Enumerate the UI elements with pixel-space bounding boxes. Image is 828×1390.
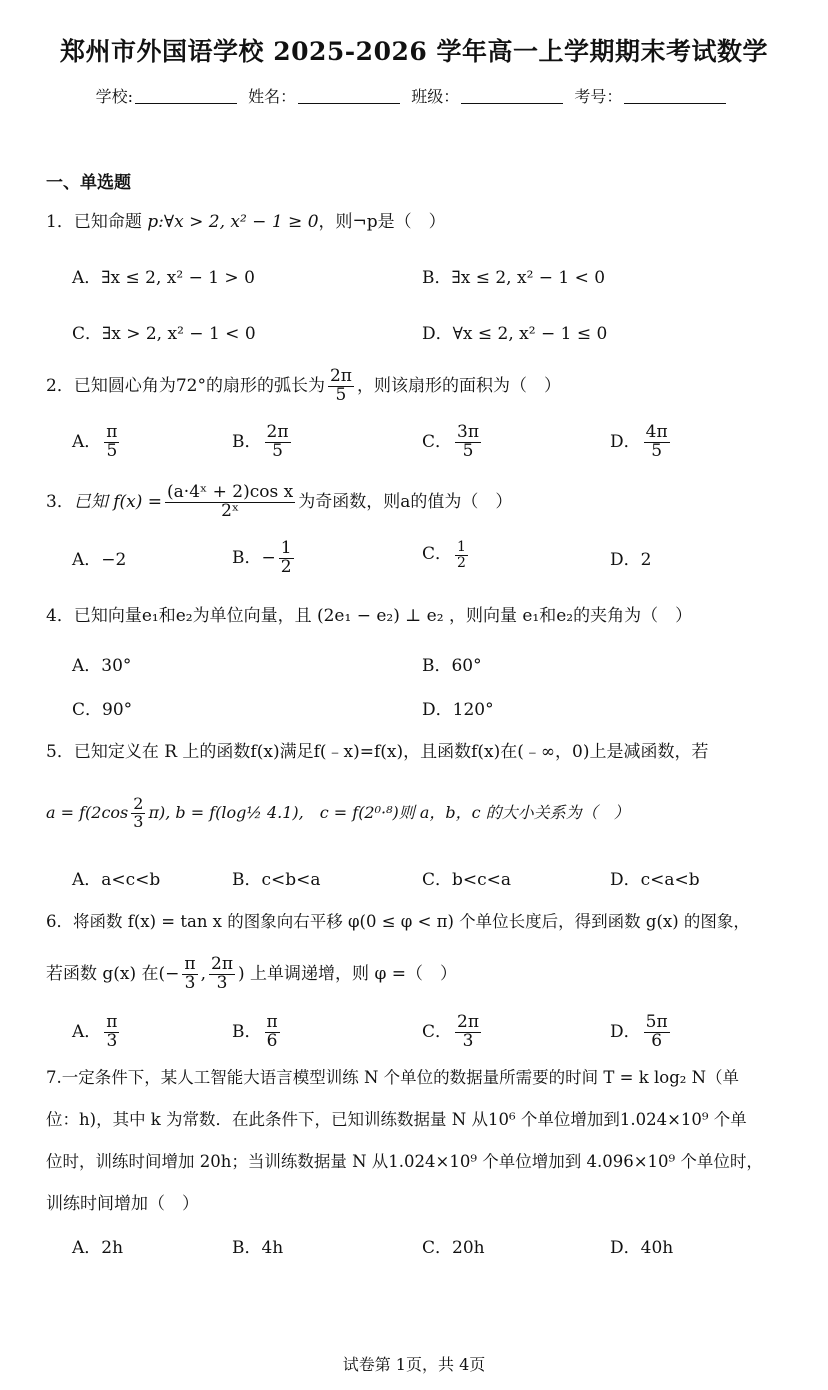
question-number: 5． bbox=[46, 742, 74, 762]
question-6-line-2 bbox=[46, 956, 796, 993]
question-text: ，则¬p是（ ） bbox=[318, 212, 446, 232]
q7-option-d: D．40h bbox=[610, 1238, 674, 1258]
denominator: 3 bbox=[106, 1030, 118, 1051]
numerator: π bbox=[106, 1012, 118, 1032]
question-7-line-2: 位：h)，其中 k 为常数．在此条件下，已知训练数据量 N 从10⁶ 个单位增加到1.024×10⁹ 个单 bbox=[46, 1110, 747, 1129]
q2-option-d bbox=[610, 424, 673, 461]
question-5-definitions bbox=[46, 796, 796, 831]
denominator: 5 bbox=[335, 384, 347, 405]
q5-option-b: B．c<b<a bbox=[232, 870, 321, 890]
question-3 bbox=[46, 484, 796, 521]
q5-option-c: C．b<c<a bbox=[422, 870, 512, 890]
q4-option-c: C．90° bbox=[72, 700, 133, 720]
option-label: B． bbox=[232, 431, 262, 452]
numerator: 2π bbox=[266, 422, 289, 442]
fraction bbox=[104, 424, 119, 461]
q1-option-b: B．∃x ≤ 2, x² − 1 < 0 bbox=[422, 268, 606, 288]
class-blank bbox=[461, 87, 563, 104]
question-7-line-1: 7.一定条件下，某人工智能大语言模型训练 N 个单位的数据量所需要的时间 T = k log₂ N（单 bbox=[46, 1068, 740, 1087]
denominator: 5 bbox=[272, 440, 283, 461]
exam-title: 郑州市外国语学校 2025-2026 学年高一上学期期末考试数学 bbox=[60, 37, 768, 66]
numerator: 5π bbox=[645, 1012, 668, 1032]
option-label: B． bbox=[232, 1021, 262, 1042]
question-text: ) 上单调递增，则 φ =（ ） bbox=[238, 963, 458, 984]
denominator: 2ˣ bbox=[221, 500, 240, 521]
option-label: C． bbox=[422, 1021, 453, 1042]
question-text: 已知命题 bbox=[73, 212, 148, 232]
fraction bbox=[455, 1014, 481, 1051]
denominator: 2 bbox=[457, 554, 466, 571]
fraction bbox=[131, 796, 145, 831]
question-text: 已知向量e₁和e₂为单位向量，且 (2e₁ − e₂) ⊥ e₂ ，则向量 e₁和e₂的夹角为（ ） bbox=[73, 606, 693, 626]
numerator: 1 bbox=[457, 539, 466, 555]
q4-option-a: A．30° bbox=[72, 656, 132, 676]
q3-option-b bbox=[232, 540, 297, 577]
name-blank bbox=[298, 87, 400, 104]
numerator: π bbox=[266, 1012, 278, 1032]
numerator: 2π bbox=[457, 1012, 480, 1032]
q1-option-a: A．∃x ≤ 2, x² − 1 > 0 bbox=[72, 268, 255, 288]
fraction bbox=[165, 484, 295, 521]
denominator: 5 bbox=[651, 440, 663, 461]
denominator: 6 bbox=[651, 1030, 663, 1051]
q1-option-c: C．∃x > 2, x² − 1 < 0 bbox=[72, 324, 256, 344]
numerator: π bbox=[106, 422, 118, 442]
class-label: 班级： bbox=[411, 87, 460, 106]
q3-option-c bbox=[422, 540, 471, 570]
question-4 bbox=[46, 604, 796, 628]
denominator: 6 bbox=[266, 1030, 278, 1051]
denominator: 5 bbox=[106, 440, 118, 461]
numerator: 2π bbox=[329, 366, 352, 386]
exam-number-blank bbox=[624, 87, 726, 104]
numerator: 4π bbox=[645, 422, 668, 442]
q5-option-a: A．a<c<b bbox=[72, 870, 161, 890]
question-7-line-3: 位时，训练时间增加 20h；当训练数据量 N 从1.024×10⁹ 个单位增加到 4.096×10⁹ 个单位时， bbox=[46, 1152, 763, 1171]
option-label: D． bbox=[610, 431, 641, 452]
fraction bbox=[455, 540, 468, 570]
section-heading: 一、单选题 bbox=[46, 173, 131, 193]
denominator: 3 bbox=[462, 1030, 474, 1051]
proposition-condition: :∀x > 2, x² − 1 ≥ 0 bbox=[158, 212, 319, 232]
definition-a: a = f(2cos bbox=[46, 802, 129, 822]
denominator: 3 bbox=[184, 972, 196, 993]
numerator: π bbox=[184, 954, 196, 974]
definition-rest: π), b = f(log½ 4.1), c = f(2⁰·⁸)则 a，b，c 的大小关系为（ ） bbox=[148, 802, 630, 822]
q6-option-a bbox=[72, 1014, 122, 1051]
option-label: D． bbox=[610, 1021, 641, 1042]
numerator: (a·4ˣ + 2)cos x bbox=[167, 482, 294, 502]
option-label: A． bbox=[72, 431, 102, 452]
fraction bbox=[182, 956, 197, 993]
q6-option-b bbox=[232, 1014, 283, 1051]
q2-option-c bbox=[422, 424, 484, 461]
question-text: 已知定义在 R 上的函数f(x)满足f(﹣x)=f(x)，且函数f(x)在(﹣∞，0)上是减函数，若 bbox=[73, 742, 709, 762]
fraction bbox=[104, 1014, 119, 1051]
q4-option-d: D．120° bbox=[422, 700, 494, 720]
q1-option-d: D．∀x ≤ 2, x² − 1 ≤ 0 bbox=[422, 324, 608, 344]
q3-option-a: A．−2 bbox=[72, 550, 127, 570]
denominator: 3 bbox=[133, 811, 144, 831]
q6-option-d bbox=[610, 1014, 673, 1051]
question-7-line-4: 训练时间增加（ ） bbox=[46, 1194, 199, 1214]
question-text: 为奇函数，则a的值为（ ） bbox=[298, 491, 513, 512]
q5-option-d: D．c<a<b bbox=[610, 870, 700, 890]
numerator: 2 bbox=[133, 794, 144, 813]
option-label: C． bbox=[422, 431, 453, 452]
q2-option-a bbox=[72, 424, 122, 461]
q7-option-b: B．4h bbox=[232, 1238, 284, 1258]
fraction bbox=[328, 368, 354, 405]
q2-option-b bbox=[232, 424, 294, 461]
q7-option-a: A．2h bbox=[72, 1238, 124, 1258]
denominator: 2 bbox=[280, 556, 292, 577]
fraction bbox=[644, 424, 670, 461]
fraction bbox=[455, 424, 481, 461]
name-label: 姓名： bbox=[248, 87, 297, 106]
student-info-line bbox=[0, 84, 828, 107]
question-text: 已知 f(x) = bbox=[73, 491, 163, 512]
denominator: 5 bbox=[462, 440, 474, 461]
school-blank bbox=[135, 87, 237, 104]
fraction bbox=[209, 956, 235, 993]
denominator: 3 bbox=[216, 972, 228, 993]
exam-number-label: 考号： bbox=[574, 87, 623, 106]
question-5 bbox=[46, 740, 796, 764]
page-footer: 试卷第 1页，共 4页 bbox=[342, 1355, 486, 1374]
proposition-symbol: p bbox=[147, 212, 159, 232]
school-label: 学校: bbox=[95, 87, 134, 106]
question-text: 若函数 g(x) 在(− bbox=[46, 963, 180, 984]
question-number: 6． bbox=[46, 912, 73, 931]
fraction bbox=[644, 1014, 670, 1051]
question-number: 2． bbox=[46, 375, 74, 396]
option-label: B．− bbox=[232, 547, 276, 568]
fraction bbox=[265, 424, 291, 461]
question-text: 将函数 f(x) = tan x 的图象向右平移 φ(0 ≤ φ < π) 个单位长度后，得到函数 g(x) 的图象， bbox=[73, 912, 750, 931]
question-text: ，则该扇形的面积为（ ） bbox=[356, 375, 561, 396]
q3-option-d: D．2 bbox=[610, 550, 652, 570]
q7-option-c: C．20h bbox=[422, 1238, 485, 1258]
question-1 bbox=[46, 210, 796, 234]
option-label: C． bbox=[422, 544, 453, 565]
question-number: 3． bbox=[46, 491, 74, 512]
q4-option-b: B．60° bbox=[422, 656, 482, 676]
numerator: 3π bbox=[457, 422, 480, 442]
question-number: 4． bbox=[46, 606, 74, 626]
numerator: 2π bbox=[211, 954, 234, 974]
question-6 bbox=[46, 910, 796, 934]
question-2 bbox=[46, 368, 796, 405]
comma: , bbox=[200, 963, 207, 984]
question-text: 已知圆心角为72°的扇形的弧长为 bbox=[73, 375, 325, 396]
fraction bbox=[279, 540, 294, 577]
question-number: 1． bbox=[46, 212, 74, 232]
q6-option-c bbox=[422, 1014, 484, 1051]
fraction bbox=[265, 1014, 280, 1051]
numerator: 1 bbox=[280, 538, 292, 558]
option-label: A． bbox=[72, 1021, 102, 1042]
